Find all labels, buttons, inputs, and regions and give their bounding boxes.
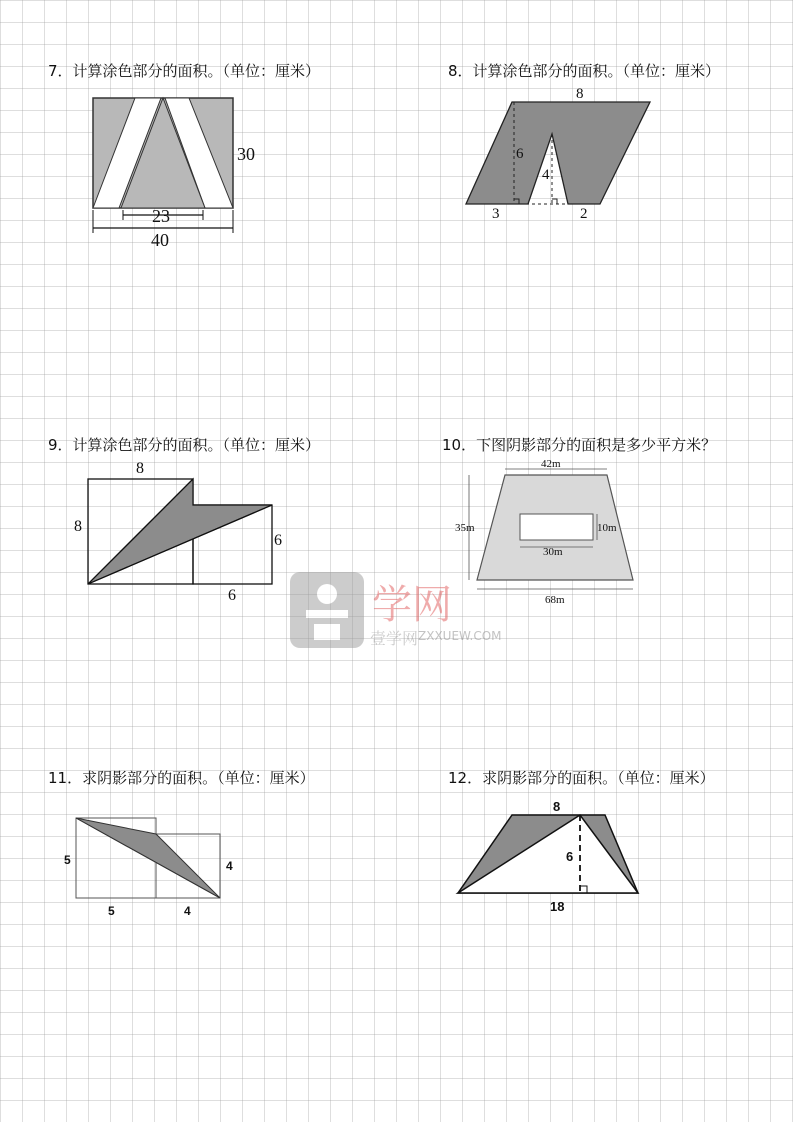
problem-10-title: 10．下图阴影部分的面积是多少平方米？	[442, 436, 717, 454]
label-12-height: 6	[566, 849, 574, 864]
label-9-small-right: 6	[274, 532, 282, 549]
label-11-left-w: 5	[108, 904, 115, 918]
problem-12-title: 12．求阴影部分的面积。（单位：厘米）	[448, 769, 715, 787]
label-9-small-bottom: 6	[228, 587, 236, 604]
label-10-top: 42m	[541, 458, 561, 470]
problem-8-title: 8．计算涂色部分的面积。（单位：厘米）	[448, 62, 721, 80]
label-7-top-gap: 23	[152, 206, 170, 226]
label-9-big-left: 8	[74, 518, 82, 535]
label-10-height: 35m	[455, 522, 475, 534]
label-8-top: 8	[576, 86, 584, 102]
problem-9-title: 9．计算涂色部分的面积。（单位：厘米）	[48, 436, 321, 454]
label-8-right: 2	[580, 206, 588, 222]
label-8-inner-height: 4	[542, 167, 550, 183]
label-7-height: 30	[237, 144, 255, 164]
problem-11-title: 11．求阴影部分的面积。（单位：厘米）	[48, 769, 315, 787]
problem-7-figure	[85, 90, 265, 255]
label-11-left-h: 5	[64, 853, 71, 867]
label-11-right-h: 4	[226, 859, 233, 873]
label-10-bottom: 68m	[545, 594, 565, 606]
label-12-top: 8	[553, 799, 561, 814]
problem-11-figure	[58, 808, 238, 923]
problem-8-figure	[460, 82, 660, 222]
label-10-rect-h: 10m	[597, 522, 617, 534]
watermark-extra: 壹学网	[370, 629, 419, 648]
label-8-height: 6	[516, 146, 524, 162]
watermark-main: 学网	[372, 582, 452, 628]
problem-12-figure	[450, 795, 650, 925]
watermark-logo	[288, 570, 538, 650]
label-9-big-top: 8	[136, 460, 144, 477]
problem-7-title: 7．计算涂色部分的面积。（单位：厘米）	[48, 62, 321, 80]
label-11-right-w: 4	[184, 904, 191, 918]
label-10-rect-w: 30m	[543, 546, 563, 558]
watermark-sub: ZXXUEW.COM	[418, 629, 502, 643]
problem-9-figure	[70, 455, 290, 605]
label-7-width: 40	[151, 230, 169, 250]
label-8-left: 3	[492, 206, 500, 222]
label-12-bottom: 18	[550, 899, 565, 914]
